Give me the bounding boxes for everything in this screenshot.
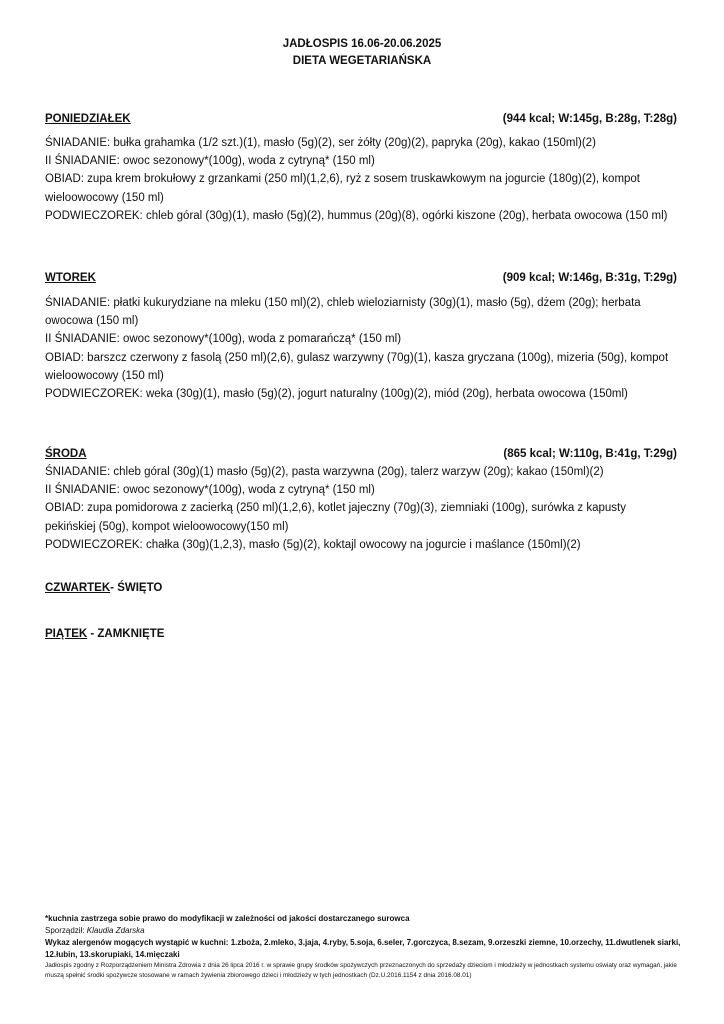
author-line: [45, 925, 685, 937]
day-name: PIĄTEK: [45, 628, 88, 640]
day-section-monday: [45, 111, 677, 225]
author-label: Sporządził:: [45, 926, 87, 935]
day-name: ŚRODA: [45, 448, 87, 460]
day-status: - ŚWIĘTO: [110, 582, 163, 594]
meal-label: PODWIECZOREK:: [45, 388, 143, 401]
author-name: Klaudia Zdarska: [86, 926, 145, 935]
meal-breakfast: [45, 463, 677, 481]
meal-second-breakfast: [45, 330, 677, 348]
day-nutrition: (909 kcal; W:146g, B:31g, T:29g): [502, 272, 677, 284]
document-header: [0, 36, 724, 70]
meal-label: PODWIECZOREK:: [45, 538, 143, 551]
meal-lunch: [45, 499, 677, 535]
meal-label: ŚNIADANIE:: [45, 466, 111, 478]
day-section-thursday: [45, 582, 162, 594]
day-nutrition: (865 kcal; W:110g, B:41g, T:29g): [503, 448, 677, 460]
meal-text: owoc sezonowy*(100g), woda z cytryną* (150 ml): [119, 155, 375, 168]
meal-afternoon-snack: [45, 207, 677, 225]
meal-label: ŚNIADANIE:: [45, 137, 111, 149]
day-section-tuesday: [45, 270, 677, 403]
day-section-wednesday: [45, 446, 677, 554]
day-nutrition: (944 kcal; W:145g, B:28g, T:28g): [502, 113, 677, 125]
allergen-list: Wykaz alergenów mogących wystąpić w kuchni: 1.zboża, 2.mleko, 3.jaja, 4.ryby, 5.soja, 6.seler, 7.gorczyca, 8.sezam, 9.orzeszki ziemne, 10.orzechy, 11.dwutlenek siarki, 12.łubin, 13.skorupiaki, 14.mięczaki: [45, 938, 681, 959]
meal-label: OBIAD:: [45, 502, 84, 515]
meal-breakfast: [45, 294, 677, 330]
meal-text: zupa pomidorowa z zacierką (250 ml)(1,2,6), kotlet jajeczny (70g)(3), ziemniaki (100g), surówka z kapusty pekińskiej (50g), kompot wieloowocowy(150 ml): [45, 502, 626, 533]
day-section-friday: [45, 628, 164, 640]
meal-breakfast: [45, 134, 677, 152]
meal-second-breakfast: [45, 481, 677, 499]
modification-note: *kuchnia zastrzega sobie prawo do modyfikacji w zależności od jakości dostarczanego surowca: [45, 914, 410, 923]
menu-title: JADŁOSPIS 16.06-20.06.2025: [282, 38, 442, 50]
meal-label: II ŚNIADANIE:: [45, 333, 120, 346]
meal-afternoon-snack: [45, 385, 677, 403]
meal-text: barszcz czerwony z fasolą (250 ml)(2,6), gulasz warzywny (70g)(1), kasza gryczana (100g), mizeria (50g), kompot wieloowocowy (150 ml): [45, 351, 669, 382]
meal-text: płatki kukurydziane na mleku (150 ml)(2), chleb wieloziarnisty (30g)(1), masło (5g), dżem (20g); herbata owocowa (150 ml): [45, 297, 641, 328]
meal-label: OBIAD:: [45, 173, 84, 186]
legal-note: Jadłospis zgodny z Rozporządzeniem Ministra Zdrowia z dnia 26 lipca 2016 r. w sprawie grupy środków spożywczych przeznaczonych do sprzedaży dzieciom i młodzieży w jednostkach systemu oświaty oraz wymagań, jakie muszą spełnić środki spożywcze stosowane w ramach żywienia zbiorowego dzieci i młodzieży w tych jednostkach (Dz.U.2016.1154 z dnia 2016.08.01): [45, 962, 677, 979]
meal-text: chleb góral (30g)(1) masło (5g)(2), pasta warzywna (20g), talerz warzyw (20g); kakao (150ml)(2): [110, 466, 604, 478]
day-name: PONIEDZIAŁEK: [45, 113, 131, 125]
meal-label: PODWIECZOREK:: [45, 209, 143, 222]
meal-second-breakfast: [45, 152, 677, 170]
meal-text: zupa krem brokułowy z grzankami (250 ml)(1,2,6), ryż z sosem truskawkowym na jogurcie (180g)(2), kompot wieloowocowy (150 ml): [45, 173, 641, 204]
day-status: - ZAMKNIĘTE: [87, 628, 165, 640]
diet-subtitle: DIETA WEGETARIAŃSKA: [292, 55, 432, 67]
meal-text: chałka (30g)(1,2,3), masło (5g)(2), koktajl owocowy na jogurcie i maślance (150ml)(2): [142, 538, 581, 551]
meal-text: owoc sezonowy*(100g), woda z cytryną* (150 ml): [119, 484, 375, 497]
meal-text: chleb góral (30g)(1), masło (5g)(2), hummus (20g)(8), ogórki kiszone (20g), herbata owocowa (150 ml): [142, 209, 668, 222]
meal-label: OBIAD:: [45, 351, 84, 364]
meal-text: bułka grahamka (1/2 szt.)(1), masło (5g)(2), ser żółty (20g)(2), papryka (20g), kakao (150ml)(2): [110, 137, 596, 149]
meal-afternoon-snack: [45, 536, 677, 554]
meal-lunch: [45, 349, 677, 385]
meal-text: weka (30g)(1), masło (5g)(2), jogurt naturalny (100g)(2), miód (20g), herbata owocowa (150ml): [142, 388, 628, 401]
day-name: CZWARTEK: [45, 582, 111, 594]
document-footer: [45, 913, 685, 980]
day-name: WTOREK: [45, 272, 96, 284]
meal-lunch: [45, 170, 677, 206]
meal-label: II ŚNIADANIE:: [45, 484, 120, 497]
meal-text: owoc sezonowy*(100g), woda z pomarańczą* (150 ml): [119, 333, 402, 346]
meal-label: II ŚNIADANIE:: [45, 155, 120, 168]
meal-label: ŚNIADANIE:: [45, 297, 111, 309]
